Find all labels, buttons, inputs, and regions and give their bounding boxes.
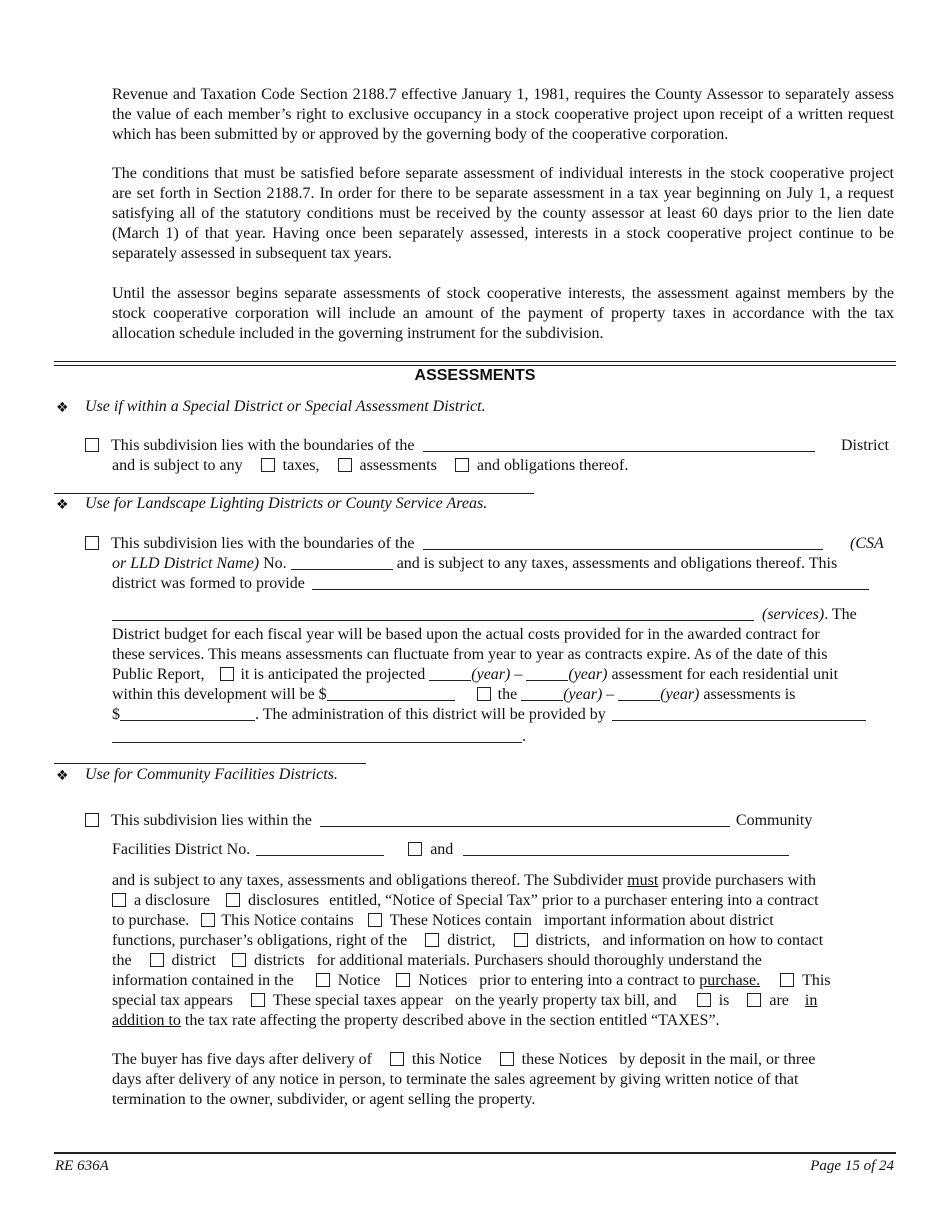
cfd-and-label: and [430, 841, 454, 858]
cfd-additional-field[interactable] [463, 841, 789, 856]
this-notice-label: this Notice [411, 1051, 482, 1068]
special-district-text-a: This subdivision lies with the boundaries of the [111, 437, 415, 454]
services-field-2[interactable] [112, 606, 754, 621]
cfd-buyer-text: The buyer has five days after delivery of [112, 1051, 372, 1068]
cfd-information-text: information contained in the [112, 972, 294, 989]
in-text: in [804, 992, 818, 1009]
administrator-field-1[interactable] [612, 706, 866, 721]
a-disclosure-label: a disclosure [134, 892, 210, 909]
cfd-deposit-text: by deposit in the mail, or three [619, 1051, 816, 1068]
bullet-icon: ❖ [56, 400, 69, 416]
lld-name-label: or LLD District Name) [112, 555, 260, 572]
lld-public-report-text: Public Report, [112, 666, 205, 683]
these-special-taxes-label: These special taxes appear [272, 992, 443, 1009]
actual-assessment-checkbox[interactable] [477, 687, 491, 701]
administrator-field-2[interactable] [112, 728, 522, 743]
services-label: (services) [762, 606, 825, 623]
cfd-yearly-text: on the yearly property tax bill, and [454, 992, 677, 1009]
contact-districts-label: districts [253, 952, 305, 969]
is-checkbox[interactable] [697, 993, 711, 1007]
lld-assessment-unit-text: assessment for each residential unit [611, 666, 839, 683]
projected-year-to-field[interactable] [526, 666, 568, 681]
cfd-contact-text: and information on how to contact [602, 932, 824, 949]
obligations-checkbox[interactable] [455, 458, 469, 472]
bullet-icon: ❖ [56, 768, 69, 784]
addition-to-text: addition to [112, 1012, 181, 1029]
cfd-heading: Use for Community Facilities Districts. [85, 766, 338, 783]
year-label: (year) [660, 686, 700, 703]
contained-notices-checkbox[interactable] [396, 973, 410, 987]
lld-no-label: No. [263, 555, 287, 572]
cfd-checkbox[interactable] [85, 813, 99, 827]
these-special-taxes-checkbox[interactable] [251, 993, 265, 1007]
cfd-facilities-text: Facilities District No. [112, 841, 251, 858]
cfd-community-text: Community [735, 812, 813, 829]
contained-notice-label: Notice [337, 972, 381, 989]
these-notices-label: these Notices [521, 1051, 608, 1068]
lld-row-7 [112, 665, 838, 685]
projected-checkbox[interactable] [220, 667, 234, 681]
purchase-text: purchase. [699, 972, 761, 989]
cfd-special-tax-text: special tax appears [112, 992, 233, 1009]
these-notices-contain-label: These Notices contain [389, 912, 532, 929]
lld-row-9 [112, 705, 866, 725]
disclosures-label: disclosures [247, 892, 320, 909]
cfd-p1-line-1 [112, 871, 816, 891]
lld-rule [54, 763, 366, 764]
these-notices-contain-checkbox[interactable] [368, 913, 382, 927]
special-district-text-b: District [841, 437, 889, 454]
lld-row-4 [112, 605, 857, 625]
actual-year-to-field[interactable] [618, 686, 660, 701]
actual-year-from-field[interactable] [521, 686, 563, 701]
assessments-checkbox[interactable] [338, 458, 352, 472]
district-name-field[interactable] [423, 437, 815, 452]
lld-row-1 [85, 534, 823, 554]
cfd-p1-line-8 [112, 1011, 720, 1031]
disclosures-checkbox[interactable] [226, 893, 240, 907]
right-district-checkbox[interactable] [425, 933, 439, 947]
cfd-number-field[interactable] [256, 841, 384, 856]
this-notice-contains-checkbox[interactable] [201, 913, 215, 927]
special-district-heading: Use if within a Special District or Special Assessment District. [85, 398, 486, 415]
cfd-subject-text: and is subject to any taxes, assessments and obligations thereof. The Subdivider [112, 872, 624, 889]
right-districts-label: districts, [535, 932, 591, 949]
special-district-row-1 [85, 436, 815, 456]
this-label: This [802, 972, 831, 989]
is-label: is [718, 992, 730, 1009]
these-notices-checkbox[interactable] [500, 1052, 514, 1066]
cfd-and-checkbox[interactable] [408, 842, 422, 856]
obligations-label: and obligations thereof. [476, 457, 629, 474]
must-text: must [627, 872, 659, 889]
cfd-name-field[interactable] [320, 812, 730, 827]
cfd-tax-rate-text: the tax rate affecting the property described above in the section entitled “TAXES”. [184, 1012, 720, 1029]
section-divider-top [54, 361, 896, 362]
are-checkbox[interactable] [747, 993, 761, 1007]
lld-administration-text: . The administration of this district will be provided by [255, 706, 606, 723]
cfd-to-purchase-text: to purchase. [112, 912, 190, 929]
lld-budget-text: District budget for each fiscal year will be based upon the actual costs provided for in the awarded contract for [112, 626, 820, 643]
cfd-within-text: This subdivision lies within the [111, 812, 312, 829]
right-districts-checkbox[interactable] [514, 933, 528, 947]
lld-the-label: the [497, 686, 518, 703]
lld-formed-text: district was formed to provide [112, 575, 305, 592]
lld-assessments-is-text: assessments is [703, 686, 796, 703]
lld-heading: Use for Landscape Lighting Districts or County Service Areas. [85, 495, 488, 512]
cfd-provide-text: provide purchasers with [662, 872, 817, 889]
intro-paragraph-1: Revenue and Taxation Code Section 2188.7 effective January 1, 1981, requires the County Assessor to separately assess the value of each member’s right to exclusive occupancy in a stock cooperative project upon receipt of a written request which has been submitted by or approved by the governing body of the cooperative corporation. [112, 86, 894, 143]
year-label: (year) [568, 666, 608, 683]
lld-within-text: within this development will be $ [112, 686, 327, 703]
lld-row-2 [112, 554, 837, 574]
intro-paragraph-3: Until the assessor begins separate assessments of stock cooperative interests, the assessment against members by the stock cooperative corporation will include an amount of the payment of property taxes in accordance with the tax allocation schedule included in the governing instrument for the subdivision. [112, 285, 894, 342]
cfd-p2-line-2: days after delivery of any notice in person, to terminate the sales agreement by giving written notice of that [112, 1071, 799, 1088]
contact-district-checkbox[interactable] [150, 953, 164, 967]
cfd-functions-text: functions, purchaser’s obligations, right of the [112, 932, 408, 949]
lld-subject-text: and is subject to any taxes, assessments and obligations thereof. This [396, 555, 838, 572]
contained-notice-checkbox[interactable] [316, 973, 330, 987]
dollar-label: $ [112, 706, 120, 723]
cfd-p1-line-5 [112, 951, 762, 971]
lld-fluctuate-text: these services. This means assessments can fluctuate from year to year as contracts expire. As of the date of this [112, 646, 828, 663]
lld-row-3 [112, 574, 869, 594]
this-notice-checkbox[interactable] [390, 1052, 404, 1066]
actual-amount-field[interactable] [120, 706, 255, 721]
lld-row-10 [112, 727, 526, 747]
lld-text-a: This subdivision lies with the boundaries of the [111, 535, 415, 552]
contained-notices-label: Notices [418, 972, 468, 989]
dash-label: – [514, 666, 523, 683]
lld-row-8 [112, 685, 795, 705]
assessments-label: assessments [359, 457, 437, 474]
lld-the-text: . The [824, 606, 857, 623]
lld-anticipated-text: it is anticipated the projected [240, 666, 426, 683]
cfd-p2-line-3: termination to the owner, subdivider, or agent selling the property. [112, 1091, 536, 1108]
cfd-p1-line-7 [112, 991, 817, 1011]
projected-amount-field[interactable] [327, 686, 455, 701]
special-district-subject-text: and is subject to any [112, 457, 243, 474]
cfd-additional-text: for additional materials. Purchasers should thoroughly understand the [316, 952, 762, 969]
services-field-1[interactable] [312, 575, 869, 590]
contact-districts-checkbox[interactable] [232, 953, 246, 967]
contact-district-label: district [171, 952, 216, 969]
cfd-entitled-text: entitled, “Notice of Special Tax” prior to a purchaser entering into a contract [329, 892, 819, 909]
section-title: ASSESSMENTS [414, 367, 536, 384]
taxes-checkbox[interactable] [261, 458, 275, 472]
dash-label: – [606, 686, 615, 703]
taxes-label: taxes, [282, 457, 320, 474]
cfd-p1-line-2 [112, 891, 819, 911]
lld-number-field[interactable] [291, 555, 393, 570]
year-label: (year) [471, 666, 511, 683]
this-special-tax-checkbox[interactable] [780, 973, 794, 987]
page-number: Page 15 of 24 [810, 1158, 894, 1174]
cfd-p1-line-4 [112, 931, 823, 951]
lld-text-csa: (CSA [850, 535, 884, 552]
csa-name-field[interactable] [423, 535, 823, 550]
year-label: (year) [563, 686, 603, 703]
cfd-p2-line-1 [112, 1050, 815, 1070]
cfd-row-2 [112, 840, 789, 860]
are-label: are [769, 992, 789, 1009]
bullet-icon: ❖ [56, 497, 69, 513]
cfd-prior-text: prior to entering into a contract to [479, 972, 696, 989]
cfd-p1-line-6 [112, 971, 831, 991]
intro-paragraph-2: The conditions that must be satisfied before separate assessment of individual interests in the stock cooperative project are set forth in Section 2188.7. In order for there to be separate assessment in a tax year beginning on July 1, a request satisfying all of the statutory conditions must be received by the county assessor at least 60 days prior to the lien date (March 1) of that year. Having once been separately assessed, interests in a stock cooperative project continue to be separately assessed in subsequent tax years. [112, 165, 894, 262]
cfd-p1-line-3 [112, 911, 774, 931]
lld-checkbox[interactable] [85, 536, 99, 550]
projected-year-from-field[interactable] [429, 666, 471, 681]
special-district-row-2 [112, 456, 628, 476]
the-label: the [112, 952, 132, 969]
this-notice-contains-label: This Notice contains [221, 912, 354, 929]
period-label: . [522, 728, 526, 745]
right-district-label: district, [447, 932, 496, 949]
special-district-checkbox[interactable] [85, 438, 99, 452]
form-number: RE 636A [55, 1158, 109, 1174]
cfd-important-text: important information about district [543, 912, 774, 929]
cfd-row-1 [85, 811, 812, 831]
a-disclosure-checkbox[interactable] [112, 893, 126, 907]
footer-rule [54, 1152, 896, 1154]
